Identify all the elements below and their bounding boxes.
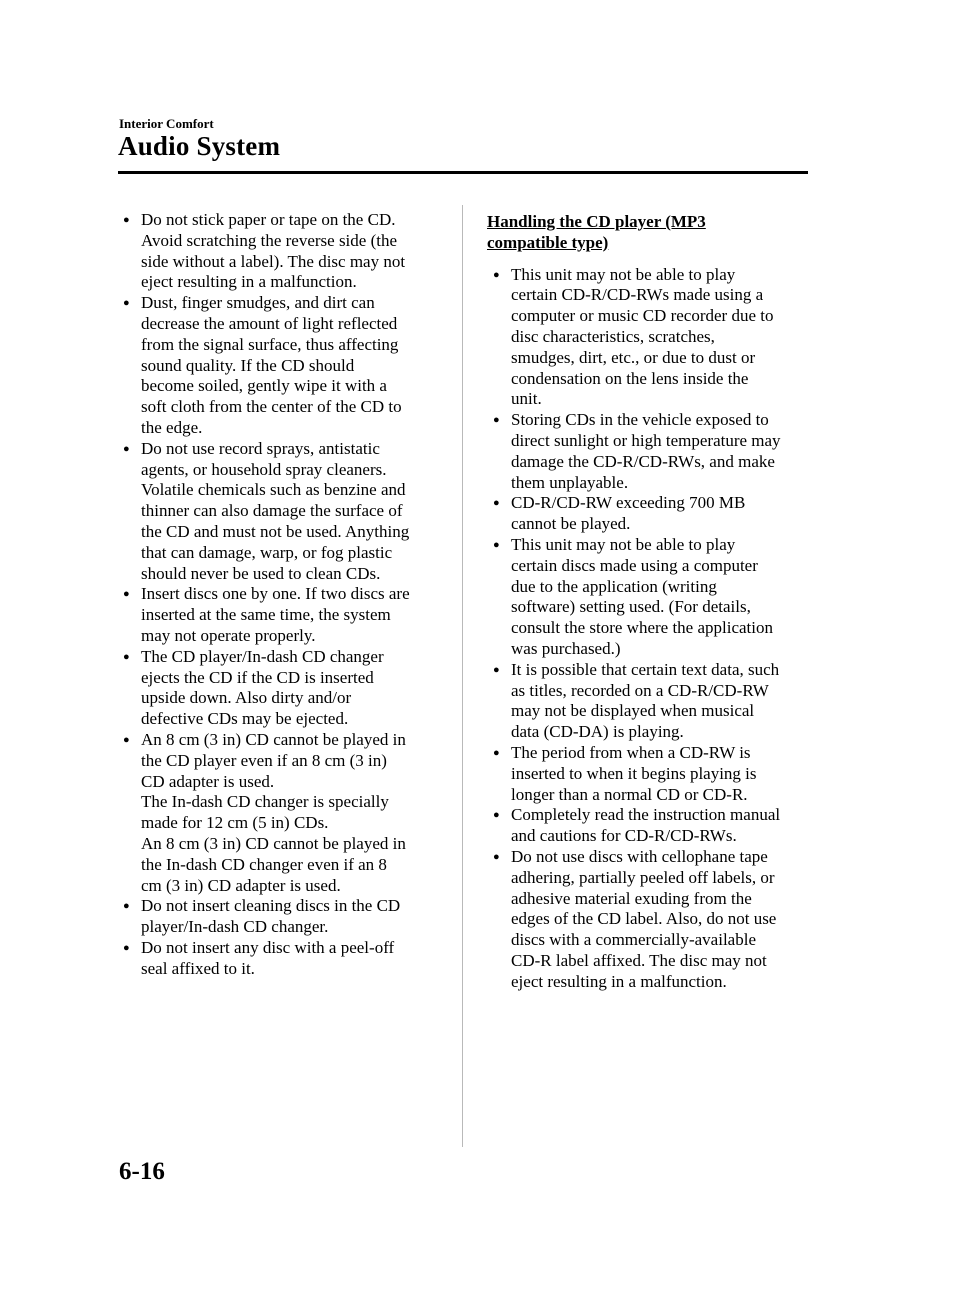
bullet-icon: ● bbox=[493, 746, 500, 759]
list-item-text: The CD player/In-dash CD changer ejects the CD if the CD is inserted upside down. Also dirty and/or defective CDs may be ejected. bbox=[141, 646, 384, 729]
list-item-text: The period from when a CD-RW is inserted to when it begins playing is longer than a normal CD or CD-R. bbox=[511, 742, 757, 804]
bullet-icon: ● bbox=[493, 414, 500, 427]
section-label: Interior Comfort bbox=[119, 116, 214, 131]
list-item bbox=[117, 210, 447, 293]
list-item bbox=[487, 805, 817, 847]
bullet-icon: ● bbox=[123, 442, 130, 455]
bullet-icon: ● bbox=[123, 941, 130, 954]
section-heading: Handling the CD player (MP3 compatible type) bbox=[487, 212, 706, 252]
list-item-text: Do not stick paper or tape on the CD. Avoid scratching the reverse side (the side without a label). The disc may not eject resulting in a malfunction. bbox=[141, 210, 406, 292]
list-item bbox=[487, 493, 817, 535]
bullet-icon: ● bbox=[123, 900, 130, 913]
list-item-text: This unit may not be able to play certain discs made using a computer due to the application (writing software) setting used. (For details, consult the store where the application was purchased.) bbox=[511, 534, 773, 658]
left-column bbox=[117, 210, 447, 979]
left-bullet-list bbox=[117, 210, 447, 979]
bullet-icon: ● bbox=[123, 214, 130, 226]
list-item-text: An 8 cm (3 in) CD cannot be played in the CD player even if an 8 cm (3 in) CD adapter is used. The In-dash CD changer is specially made for 12 cm (5 in) CDs. An 8 cm (3 in) CD cannot be played in the In-dash CD changer even if an 8 cm (3 in) CD adapter is used. bbox=[141, 729, 406, 895]
list-item-text: Completely read the instruction manual and cautions for CD-R/CD-RWs. bbox=[511, 805, 781, 846]
list-item bbox=[117, 584, 447, 646]
list-item bbox=[487, 265, 817, 411]
bullet-icon: ● bbox=[493, 809, 500, 822]
list-item-text: Do not insert any disc with a peel-off seal affixed to it. bbox=[141, 937, 395, 978]
list-item-text: It is possible that certain text data, such as titles, recorded on a CD-R/CD-RW may not be displayed when musical data (CD-DA) is playing. bbox=[511, 659, 780, 742]
column-divider bbox=[462, 205, 463, 1147]
list-item-text: Do not use record sprays, antistatic agents, or household spray cleaners. Volatile chemicals such as benzine and thinner can also damage the surface of the CD and must not be used. Anything that can damage, warp, or fog plastic should never be used to clean CDs. bbox=[141, 438, 410, 583]
list-item bbox=[487, 410, 817, 493]
list-item bbox=[117, 938, 447, 980]
list-item bbox=[117, 439, 447, 585]
list-item bbox=[117, 293, 447, 439]
list-item bbox=[117, 896, 447, 938]
list-item bbox=[487, 847, 817, 993]
page-number: 6-16 bbox=[119, 1158, 165, 1185]
page-title: Audio System bbox=[118, 131, 281, 161]
list-item-text: CD-R/CD-RW exceeding 700 MB cannot be played. bbox=[511, 493, 746, 534]
list-item bbox=[117, 647, 447, 730]
list-item-text: Dust, finger smudges, and dirt can decrease the amount of light reflected from the signal surface, thus affecting sound quality. If the CD should become soiled, gently wipe it with a soft cloth from the center of the CD to the edge. bbox=[141, 293, 402, 437]
bullet-icon: ● bbox=[493, 850, 500, 863]
list-item-text: Insert discs one by one. If two discs are inserted at the same time, the system may not operate properly. bbox=[141, 584, 410, 645]
bullet-icon: ● bbox=[123, 650, 130, 663]
right-bullet-list bbox=[487, 265, 817, 993]
list-item-text: Storing CDs in the vehicle exposed to direct sunlight or high temperature may damage the CD-R/CD-RWs, and make them unplayable. bbox=[511, 410, 781, 492]
bullet-icon: ● bbox=[493, 663, 500, 676]
list-item bbox=[487, 743, 817, 805]
bullet-icon: ● bbox=[493, 268, 500, 281]
right-column bbox=[487, 212, 817, 992]
bullet-icon: ● bbox=[123, 297, 130, 310]
list-item-text: This unit may not be able to play certain CD-R/CD-RWs made using a computer or music CD recorder due to disc characteristics, scratches, smudges, dirt, etc., or due to dust or condensation on the lens inside the unit. bbox=[511, 264, 774, 409]
bullet-icon: ● bbox=[493, 497, 500, 510]
list-item-text: Do not insert cleaning discs in the CD player/In-dash CD changer. bbox=[141, 896, 401, 937]
list-item bbox=[487, 660, 817, 743]
list-item bbox=[487, 535, 817, 660]
title-rule bbox=[118, 171, 808, 174]
list-item-text: Do not use discs with cellophane tape adhering, partially peeled off labels, or adhesive material exuding from the edges of the CD label. Also, do not use discs with a commercially-available CD-R label affixed. The disc may not eject resulting in a malfunction. bbox=[511, 846, 777, 991]
bullet-icon: ● bbox=[123, 733, 130, 746]
bullet-icon: ● bbox=[493, 538, 500, 551]
list-item bbox=[117, 730, 447, 896]
bullet-icon: ● bbox=[123, 588, 130, 601]
